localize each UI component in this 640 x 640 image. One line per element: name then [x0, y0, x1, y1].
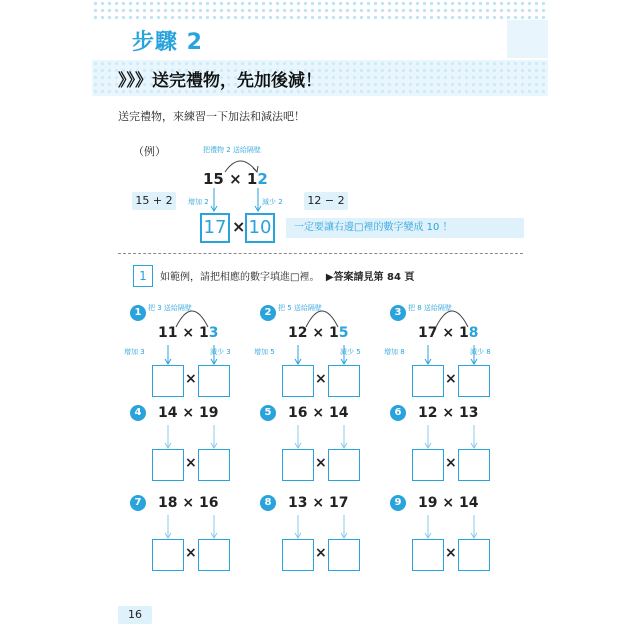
problem-2-expression-highlight: 5 — [338, 325, 349, 341]
problem-8-number: 8 — [260, 495, 276, 511]
problem-1-times: × — [185, 371, 197, 387]
banner-text: 》》》送完禮物，先加後減！ — [118, 71, 322, 91]
problem-1-gift-hint: 把 3 送給隔壁 — [148, 304, 192, 312]
problem-1-gift-arc — [176, 311, 208, 327]
problem-6-number: 6 — [390, 405, 406, 421]
question-number: 1 — [133, 265, 153, 287]
problem-2-gift-arc — [306, 311, 338, 327]
example-expression-highlight: 2 — [257, 170, 268, 188]
problem-1-expression-highlight: 3 — [208, 325, 219, 341]
example-gift-arc — [225, 161, 257, 172]
problem-4-times: × — [185, 455, 197, 471]
example-gift-arrowhead — [253, 166, 258, 172]
problem-2-expression-text: 12 × 1 — [288, 325, 339, 341]
problem-5-times: × — [315, 455, 327, 471]
problem-7-number: 7 — [130, 495, 146, 511]
example-sub-hint: 減少 2 — [262, 198, 283, 206]
problem-3-expression-text: 17 × 1 — [418, 325, 469, 341]
example-expression: 15 × 12 — [203, 170, 268, 188]
problem-4-expression-text: 14 × 19 — [158, 405, 219, 421]
problem-3-gift-arc — [436, 311, 468, 327]
question-instruction: 如範例，請把相應的數字填進□裡。 ▶答案請見第 84 頁 — [160, 272, 415, 283]
problem-1-expression-text: 11 × 1 — [158, 325, 209, 341]
example-label: （例） — [133, 145, 166, 158]
problem-2-times: × — [315, 371, 327, 387]
problem-8-times: × — [315, 545, 327, 561]
example-gift-hint: 把禮物 2 送給隔壁 — [203, 146, 261, 154]
problem-3-sub-hint: 減少 8 — [470, 348, 491, 356]
problem-6-times: × — [445, 455, 457, 471]
problem-3-add-hint: 增加 8 — [384, 348, 405, 356]
example-left-pill: 15 + 2 — [132, 192, 176, 210]
problem-4-number: 4 — [130, 405, 146, 421]
problem-3-times: × — [445, 371, 457, 387]
problem-8-expression-text: 13 × 17 — [288, 495, 349, 511]
problem-7-times: × — [185, 545, 197, 561]
problem-3-number: 3 — [390, 305, 406, 321]
answer-reference: ▶答案請見第 84 頁 — [325, 272, 415, 283]
example-note: 一定要讓右邊□裡的數字變成 10 ！ — [286, 218, 524, 238]
page-number: 16 — [118, 606, 152, 624]
example-result-b: 10 — [245, 213, 275, 243]
problem-1-add-hint: 增加 3 — [124, 348, 145, 356]
problem-1-sub-hint: 減少 3 — [210, 348, 231, 356]
problem-6-expression-text: 12 × 13 — [418, 405, 479, 421]
step-title: 步驟 2 — [132, 30, 203, 55]
problem-9-number: 9 — [390, 495, 406, 511]
example-times: × — [232, 217, 246, 236]
problem-5-number: 5 — [260, 405, 276, 421]
example-result-a: 17 — [200, 213, 230, 243]
problem-5-expression-text: 16 × 14 — [288, 405, 349, 421]
problem-2-number: 2 — [260, 305, 276, 321]
problem-9-expression-text: 19 × 14 — [418, 495, 479, 511]
problem-2-gift-hint: 把 5 送給隔壁 — [278, 304, 322, 312]
problem-1-number: 1 — [130, 305, 146, 321]
problem-3-expression-highlight: 8 — [468, 325, 479, 341]
problem-9-times: × — [445, 545, 457, 561]
intro-text: 送完禮物，來練習一下加法和減法吧！ — [118, 110, 305, 123]
problem-2-add-hint: 增加 5 — [254, 348, 275, 356]
problem-7-expression-text: 18 × 16 — [158, 495, 219, 511]
problem-2-sub-hint: 減少 5 — [340, 348, 361, 356]
problem-3-gift-hint: 把 8 送給隔壁 — [408, 304, 452, 312]
example-right-pill: 12 − 2 — [304, 192, 348, 210]
example-add-hint: 增加 2 — [188, 198, 209, 206]
